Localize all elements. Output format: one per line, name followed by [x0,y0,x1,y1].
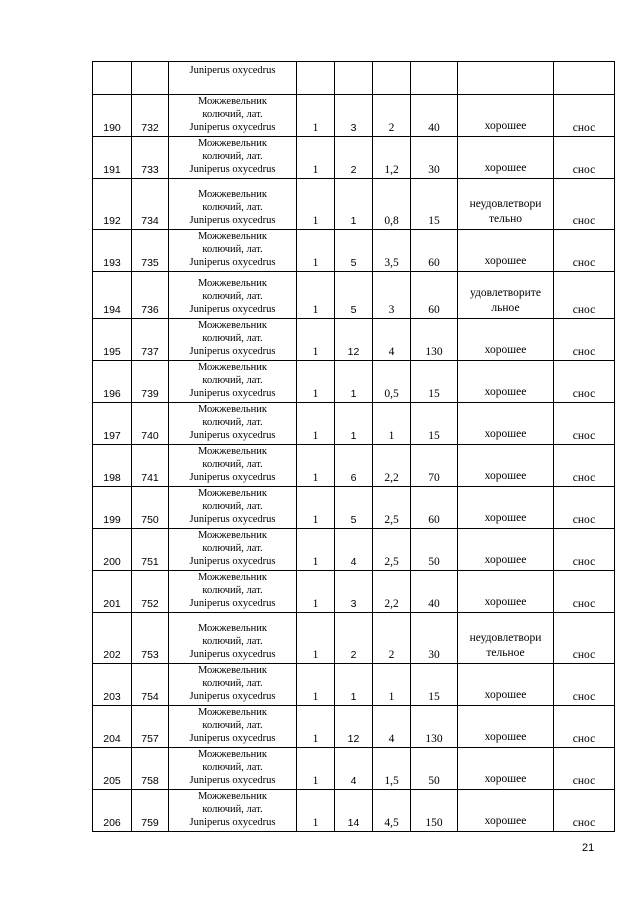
table-body [93,62,615,832]
cell-species [169,529,297,571]
cell-id: 733 [132,137,169,179]
cell-condition [458,748,554,790]
cell-c2: 6 [335,445,373,487]
species-line: Можжевельник [197,446,268,457]
condition-line: хорошее [484,815,527,827]
cell-species [169,95,297,137]
cell-c2: 5 [335,272,373,319]
cell-species [169,272,297,319]
cell-condition [458,613,554,664]
cell-c4: 60 [411,487,458,529]
cell-condition [458,790,554,832]
cell-action: снос [554,230,615,272]
species-line: колючий, лат. [202,291,263,302]
cell-species [169,664,297,706]
table-row [93,445,615,487]
species-line: колючий, лат. [202,333,263,344]
species-line: Juniperus oxycedrus [189,346,276,357]
condition-line: удовлетворите [470,287,541,299]
cell-action: снос [554,272,615,319]
table-row [93,272,615,319]
condition-line: тельное [486,647,525,659]
species-line: Juniperus oxycedrus [189,472,276,483]
cell-species [169,571,297,613]
cell-species [169,230,297,272]
condition-line: неудовлетвори [469,198,542,210]
cell-action: снос [554,137,615,179]
cell-c3: 1,2 [373,137,411,179]
cell-c1: 1 [297,529,335,571]
species-line: Juniperus oxycedrus [189,733,276,744]
cell-condition [458,179,554,230]
cell-c2: 2 [335,137,373,179]
cell-c4 [411,62,458,95]
condition-line: льное [491,302,520,314]
cell-id: 753 [132,613,169,664]
species-line: Можжевельник [197,138,268,149]
cell-condition [458,403,554,445]
condition-line: хорошее [484,120,527,132]
condition-line: хорошее [484,689,527,701]
species-line: Juniperus oxycedrus [189,817,276,828]
cell-id: 750 [132,487,169,529]
cell-id: 734 [132,179,169,230]
condition-line: тельно [488,213,523,225]
condition-line: хорошее [484,512,527,524]
table-row [93,230,615,272]
cell-c3: 1,5 [373,748,411,790]
cell-id: 751 [132,529,169,571]
cell-id: 754 [132,664,169,706]
cell-action: снос [554,748,615,790]
cell-action: снос [554,319,615,361]
condition-line: хорошее [484,731,527,743]
cell-no: 193 [93,230,132,272]
cell-no: 202 [93,613,132,664]
species-line: Можжевельник [197,623,268,634]
cell-condition [458,230,554,272]
cell-c4: 130 [411,706,458,748]
cell-no: 205 [93,748,132,790]
cell-c2: 2 [335,613,373,664]
species-line: Juniperus oxycedrus [189,257,276,268]
table-row-continued [93,62,615,95]
species-line: колючий, лат. [202,720,263,731]
cell-action: снос [554,361,615,403]
cell-no: 199 [93,487,132,529]
cell-c3: 0,8 [373,179,411,230]
species-line: Можжевельник [197,404,268,415]
cell-no: 206 [93,790,132,832]
cell-species [169,62,297,95]
species-line: колючий, лат. [202,804,263,815]
cell-c1: 1 [297,613,335,664]
cell-c2: 4 [335,529,373,571]
cell-c1: 1 [297,748,335,790]
cell-c3: 0,5 [373,361,411,403]
cell-id: 739 [132,361,169,403]
cell-c4: 30 [411,613,458,664]
cell-c1: 1 [297,571,335,613]
cell-action: снос [554,529,615,571]
cell-c1: 1 [297,445,335,487]
cell-c1: 1 [297,95,335,137]
cell-condition [458,95,554,137]
cell-c3: 4 [373,706,411,748]
cell-species [169,179,297,230]
cell-condition [458,445,554,487]
cell-c2: 12 [335,319,373,361]
species-line: колючий, лат. [202,202,263,213]
species-line: Juniperus oxycedrus [189,122,276,133]
cell-c2 [335,62,373,95]
cell-no: 203 [93,664,132,706]
cell-condition [458,319,554,361]
cell-c2: 4 [335,748,373,790]
cell-c3: 2 [373,95,411,137]
cell-c2: 1 [335,403,373,445]
cell-c3: 4,5 [373,790,411,832]
species-line: колючий, лат. [202,151,263,162]
cell-c4: 70 [411,445,458,487]
cell-id: 757 [132,706,169,748]
cell-c1: 1 [297,706,335,748]
species-line: колючий, лат. [202,636,263,647]
table-row [93,571,615,613]
species-line: Можжевельник [197,707,268,718]
cell-action: снос [554,613,615,664]
table-row [93,319,615,361]
cell-action: снос [554,487,615,529]
cell-c3: 2,2 [373,445,411,487]
cell-species [169,613,297,664]
species-line: Juniperus oxycedrus [189,65,276,76]
species-line: Juniperus oxycedrus [189,388,276,399]
condition-line: хорошее [484,255,527,267]
cell-no: 204 [93,706,132,748]
cell-id [132,62,169,95]
cell-c3: 2,2 [373,571,411,613]
species-line: Можжевельник [197,665,268,676]
cell-c4: 40 [411,95,458,137]
cell-id: 758 [132,748,169,790]
species-line: колючий, лат. [202,543,263,554]
cell-c3: 2,5 [373,529,411,571]
cell-c4: 60 [411,272,458,319]
cell-c3: 1 [373,664,411,706]
cell-c4: 60 [411,230,458,272]
cell-c1: 1 [297,790,335,832]
cell-action: снос [554,179,615,230]
cell-c1: 1 [297,487,335,529]
table-row [93,179,615,230]
cell-c3: 3 [373,272,411,319]
cell-no: 200 [93,529,132,571]
cell-c4: 150 [411,790,458,832]
cell-condition [458,487,554,529]
cell-c2: 5 [335,487,373,529]
cell-species [169,445,297,487]
cell-c1: 1 [297,137,335,179]
cell-species [169,487,297,529]
cell-c3: 4 [373,319,411,361]
table-row [93,487,615,529]
cell-no: 195 [93,319,132,361]
species-line: Juniperus oxycedrus [189,649,276,660]
condition-line: неудовлетвори [469,632,542,644]
species-line: Можжевельник [197,189,268,200]
cell-c2: 1 [335,664,373,706]
cell-action [554,62,615,95]
cell-c1: 1 [297,272,335,319]
cell-c2: 14 [335,790,373,832]
cell-id: 741 [132,445,169,487]
cell-no: 196 [93,361,132,403]
cell-c3: 3,5 [373,230,411,272]
species-line: колючий, лат. [202,459,263,470]
cell-c1: 1 [297,361,335,403]
page-number: 21 [582,842,595,854]
cell-id: 740 [132,403,169,445]
cell-condition [458,272,554,319]
species-line: Можжевельник [197,488,268,499]
cell-c4: 40 [411,571,458,613]
cell-action: снос [554,445,615,487]
condition-line: хорошее [484,386,527,398]
species-line: Juniperus oxycedrus [189,775,276,786]
species-line: Можжевельник [197,278,268,289]
species-line: Можжевельник [197,749,268,760]
cell-c1 [297,62,335,95]
condition-line: хорошее [484,773,527,785]
cell-c4: 15 [411,361,458,403]
species-line: Juniperus oxycedrus [189,430,276,441]
cell-id: 736 [132,272,169,319]
cell-condition [458,706,554,748]
condition-line: хорошее [484,428,527,440]
cell-no: 192 [93,179,132,230]
table-row [93,790,615,832]
cell-c1: 1 [297,319,335,361]
cell-species [169,748,297,790]
species-line: Можжевельник [197,791,268,802]
species-line: Можжевельник [197,96,268,107]
cell-c2: 1 [335,179,373,230]
cell-action: снос [554,571,615,613]
cell-condition [458,62,554,95]
species-line: колючий, лат. [202,501,263,512]
cell-no: 194 [93,272,132,319]
cell-c4: 30 [411,137,458,179]
species-line: Juniperus oxycedrus [189,215,276,226]
cell-species [169,319,297,361]
cell-c3: 2 [373,613,411,664]
cell-no: 190 [93,95,132,137]
cell-action: снос [554,95,615,137]
species-line: колючий, лат. [202,678,263,689]
table-row [93,613,615,664]
document-sheet [92,61,615,832]
cell-condition [458,664,554,706]
cell-condition [458,137,554,179]
species-line: колючий, лат. [202,244,263,255]
species-line: Можжевельник [197,572,268,583]
species-line: колючий, лат. [202,417,263,428]
table-row [93,748,615,790]
cell-id: 735 [132,230,169,272]
cell-action: снос [554,706,615,748]
species-line: Можжевельник [197,320,268,331]
cell-c2: 3 [335,571,373,613]
cell-no [93,62,132,95]
cell-condition [458,571,554,613]
cell-id: 732 [132,95,169,137]
cell-species [169,403,297,445]
cell-c4: 130 [411,319,458,361]
cell-species [169,137,297,179]
cell-c1: 1 [297,403,335,445]
condition-line: хорошее [484,470,527,482]
condition-line: хорошее [484,554,527,566]
species-line: Можжевельник [197,231,268,242]
species-line: колючий, лат. [202,109,263,120]
cell-c4: 15 [411,403,458,445]
cell-no: 197 [93,403,132,445]
cell-no: 191 [93,137,132,179]
cell-c4: 15 [411,664,458,706]
species-line: Juniperus oxycedrus [189,304,276,315]
cell-no: 201 [93,571,132,613]
species-line: Juniperus oxycedrus [189,514,276,525]
cell-action: снос [554,664,615,706]
table-row [93,95,615,137]
cell-id: 759 [132,790,169,832]
species-line: колючий, лат. [202,375,263,386]
cell-c3 [373,62,411,95]
condition-line: хорошее [484,596,527,608]
species-line: Juniperus oxycedrus [189,691,276,702]
table-row [93,706,615,748]
table-row [93,664,615,706]
species-line: Можжевельник [197,362,268,373]
cell-condition [458,529,554,571]
cell-c4: 50 [411,748,458,790]
species-line: колючий, лат. [202,762,263,773]
species-line: колючий, лат. [202,585,263,596]
cell-c2: 12 [335,706,373,748]
species-line: Можжевельник [197,530,268,541]
cell-species [169,790,297,832]
cell-c1: 1 [297,230,335,272]
cell-c3: 2,5 [373,487,411,529]
table-row [93,361,615,403]
cell-c1: 1 [297,664,335,706]
cell-species [169,706,297,748]
table-row [93,137,615,179]
cell-c2: 1 [335,361,373,403]
condition-line: хорошее [484,162,527,174]
cell-id: 737 [132,319,169,361]
cell-c2: 3 [335,95,373,137]
condition-line: хорошее [484,344,527,356]
cell-no: 198 [93,445,132,487]
species-line: Juniperus oxycedrus [189,598,276,609]
table-row [93,529,615,571]
cell-c4: 15 [411,179,458,230]
species-line: Juniperus oxycedrus [189,164,276,175]
cell-condition [458,361,554,403]
cell-c2: 5 [335,230,373,272]
trees-table [92,61,615,832]
cell-action: снос [554,790,615,832]
cell-c3: 1 [373,403,411,445]
cell-c4: 50 [411,529,458,571]
species-line: Juniperus oxycedrus [189,556,276,567]
cell-id: 752 [132,571,169,613]
cell-action: снос [554,403,615,445]
cell-c1: 1 [297,179,335,230]
cell-species [169,361,297,403]
table-row [93,403,615,445]
